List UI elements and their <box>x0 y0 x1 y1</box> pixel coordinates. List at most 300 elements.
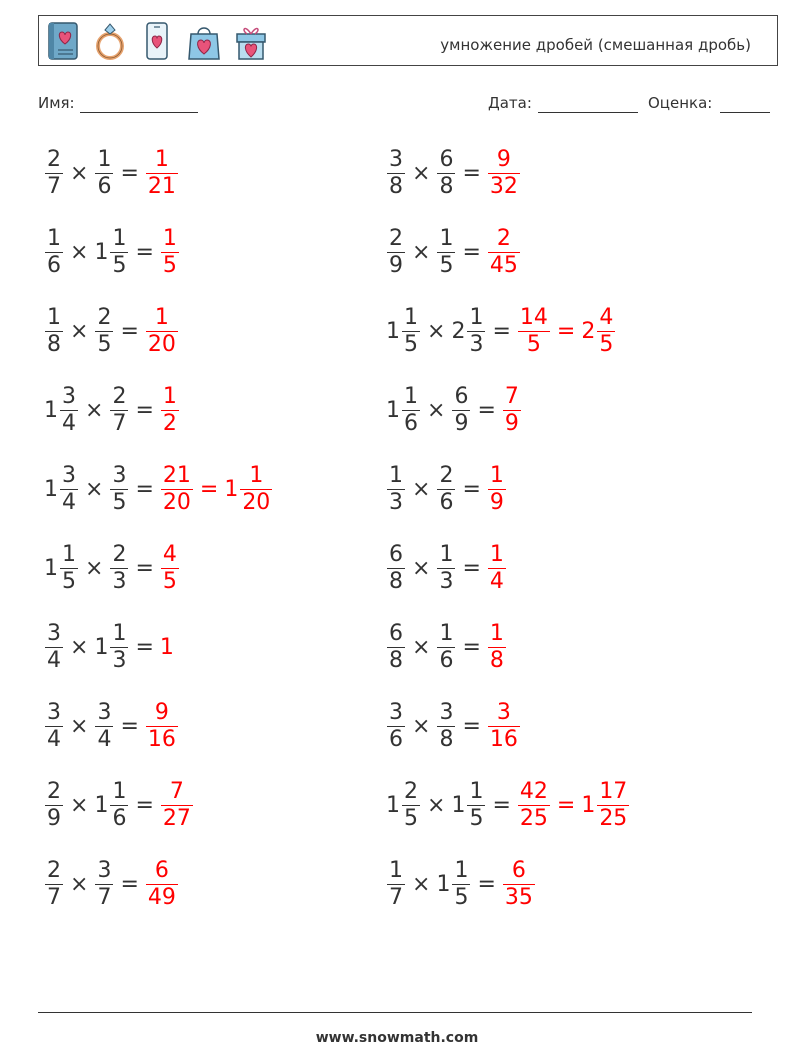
problem-item <box>386 212 521 292</box>
numerator: 1 <box>162 383 177 409</box>
fraction <box>467 305 485 358</box>
multiply-sign: × <box>412 871 431 897</box>
fraction <box>161 384 179 437</box>
multiply-sign: × <box>427 397 446 423</box>
answer-value <box>517 779 551 832</box>
numerator: 2 <box>47 857 61 883</box>
numerator: 14 <box>519 304 548 330</box>
denominator: 8 <box>439 173 454 199</box>
fraction <box>503 384 521 437</box>
first-operand <box>386 305 421 358</box>
numerator: 2 <box>496 225 511 251</box>
denominator: 49 <box>147 884 176 910</box>
grade-label: Оценка: <box>648 94 713 112</box>
answer-value <box>517 305 551 358</box>
denominator: 8 <box>489 647 504 673</box>
answer <box>487 621 507 674</box>
denominator: 6 <box>439 489 454 515</box>
equals-sign: = <box>120 160 139 186</box>
numerator: 2 <box>112 383 127 409</box>
multiply-sign: × <box>85 555 104 581</box>
numerator: 3 <box>62 462 76 488</box>
whole-number: 1 <box>386 318 400 344</box>
whole-number: 1 <box>436 871 451 897</box>
numerator: 2 <box>404 778 418 804</box>
fraction <box>110 226 128 279</box>
denominator: 16 <box>489 726 518 752</box>
answer-value <box>145 700 179 753</box>
denominator: 25 <box>599 805 628 831</box>
first-operand <box>44 700 64 753</box>
first-operand <box>386 384 421 437</box>
whole-number: 1 <box>94 792 109 818</box>
problem-item <box>44 765 194 845</box>
equals-sign: = <box>462 634 481 660</box>
problem-item <box>44 133 179 213</box>
second-operand <box>94 700 114 753</box>
answer-value <box>487 226 521 279</box>
fraction <box>45 779 63 832</box>
problem-item <box>44 212 180 292</box>
equals-sign: = <box>120 871 139 897</box>
denominator: 7 <box>97 884 112 910</box>
denominator: 21 <box>147 173 176 199</box>
denominator: 9 <box>504 410 519 436</box>
denominator: 5 <box>599 331 614 357</box>
numerator: 3 <box>47 620 61 646</box>
denominator: 5 <box>526 331 541 357</box>
problem-item <box>44 370 180 450</box>
numerator: 9 <box>154 699 169 725</box>
fraction <box>467 779 485 832</box>
equals-sign: = <box>462 713 481 739</box>
denominator: 2 <box>162 410 177 436</box>
numerator: 1 <box>489 620 504 646</box>
denominator: 7 <box>389 884 403 910</box>
numerator: 6 <box>454 383 469 409</box>
problem-item <box>44 291 179 371</box>
fraction <box>488 700 520 753</box>
denominator: 32 <box>489 173 518 199</box>
answer <box>145 858 179 911</box>
answer <box>145 147 179 200</box>
first-operand <box>44 305 64 358</box>
whole-number: 1 <box>44 397 58 423</box>
denominator: 8 <box>389 647 403 673</box>
date-field-line[interactable] <box>538 112 638 113</box>
second-operand <box>451 779 486 832</box>
numerator: 4 <box>599 304 614 330</box>
answer-value <box>160 226 180 279</box>
first-operand <box>386 858 406 911</box>
denominator: 8 <box>439 726 454 752</box>
numerator: 1 <box>404 383 418 409</box>
multiply-sign: × <box>70 634 89 660</box>
fraction <box>402 384 420 437</box>
fraction <box>437 147 455 200</box>
equals-sign: = <box>462 239 481 265</box>
equals-sign: = <box>492 318 511 344</box>
numerator: 42 <box>519 778 548 804</box>
first-operand <box>44 226 64 279</box>
denominator: 3 <box>439 568 454 594</box>
answer-value <box>145 305 179 358</box>
answer <box>160 779 194 832</box>
fraction <box>387 463 405 516</box>
denominator: 5 <box>162 252 177 278</box>
numerator: 3 <box>112 462 127 488</box>
answer <box>517 779 630 832</box>
numerator: 9 <box>496 146 511 172</box>
denominator: 3 <box>112 647 127 673</box>
whole-number: 1 <box>451 792 466 818</box>
denominator: 20 <box>162 489 191 515</box>
first-operand <box>44 463 79 516</box>
numerator: 1 <box>249 462 264 488</box>
equals-sign: = <box>135 792 154 818</box>
denominator: 3 <box>469 331 484 357</box>
gift-heart-icon <box>233 20 269 62</box>
answer-value <box>145 858 179 911</box>
fraction <box>146 147 178 200</box>
equals-sign: = <box>462 160 481 186</box>
numerator: 1 <box>439 225 454 251</box>
first-operand <box>44 858 64 911</box>
fraction <box>597 305 615 358</box>
numerator: 3 <box>47 699 61 725</box>
numerator: 6 <box>389 541 403 567</box>
numerator: 1 <box>404 304 418 330</box>
numerator: 6 <box>439 146 454 172</box>
first-operand <box>386 700 406 753</box>
fraction <box>402 305 420 358</box>
denominator: 5 <box>97 331 112 357</box>
fraction <box>110 542 128 595</box>
answer-equals-sign: = <box>556 792 576 818</box>
denominator: 5 <box>162 568 177 594</box>
multiply-sign: × <box>427 318 446 344</box>
denominator: 4 <box>47 647 61 673</box>
footer-divider <box>38 1012 752 1013</box>
answer <box>145 305 179 358</box>
multiply-sign: × <box>412 555 431 581</box>
equals-sign: = <box>477 871 496 897</box>
second-operand <box>436 858 471 911</box>
numerator: 3 <box>389 699 403 725</box>
answer <box>160 542 180 595</box>
answer-value <box>160 635 175 660</box>
multiply-sign: × <box>412 476 431 502</box>
numerator: 2 <box>97 304 112 330</box>
name-field-line[interactable] <box>80 112 198 113</box>
second-operand <box>451 305 486 358</box>
denominator: 5 <box>439 252 454 278</box>
whole-number: 1 <box>386 792 400 818</box>
fraction <box>45 621 63 674</box>
problem-item <box>386 528 507 608</box>
fraction <box>110 779 128 832</box>
fraction <box>387 147 405 200</box>
problem-item <box>386 291 616 371</box>
equals-sign: = <box>120 713 139 739</box>
problem-item <box>386 844 536 924</box>
denominator: 7 <box>47 173 61 199</box>
multiply-sign: × <box>70 239 89 265</box>
numerator: 1 <box>162 225 177 251</box>
whole-number: 1 <box>581 792 596 818</box>
fraction <box>452 384 470 437</box>
denominator: 4 <box>47 726 61 752</box>
denominator: 6 <box>97 173 112 199</box>
numerator: 1 <box>489 541 504 567</box>
answer-equals-sign: = <box>199 476 219 502</box>
equals-sign: = <box>120 318 139 344</box>
second-operand <box>109 463 129 516</box>
numerator: 1 <box>469 778 484 804</box>
whole-number: 1 <box>94 239 109 265</box>
first-operand <box>386 463 406 516</box>
denominator: 5 <box>469 805 484 831</box>
answer-value <box>160 542 180 595</box>
fraction <box>387 700 405 753</box>
fraction <box>488 226 520 279</box>
equals-sign: = <box>135 397 154 423</box>
answer <box>160 226 180 279</box>
answer-equals-sign: = <box>556 318 576 344</box>
header-icons <box>45 20 269 62</box>
fraction <box>95 700 113 753</box>
second-operand <box>94 147 114 200</box>
answer <box>160 635 175 660</box>
fraction <box>488 542 506 595</box>
second-operand <box>94 305 114 358</box>
numerator: 1 <box>97 146 112 172</box>
whole-number: 1 <box>44 476 58 502</box>
problem-item <box>44 449 273 529</box>
denominator: 5 <box>454 884 469 910</box>
denominator: 27 <box>162 805 191 831</box>
fraction <box>95 858 113 911</box>
first-operand <box>44 621 64 674</box>
fraction <box>437 463 455 516</box>
equals-sign: = <box>462 555 481 581</box>
first-operand <box>386 542 406 595</box>
second-operand <box>436 226 456 279</box>
fraction <box>161 779 193 832</box>
fraction <box>45 700 63 753</box>
answer <box>487 226 521 279</box>
answer-value <box>581 305 616 358</box>
multiply-sign: × <box>85 476 104 502</box>
second-operand <box>436 621 456 674</box>
answer-value <box>160 463 194 516</box>
equals-sign: = <box>135 555 154 581</box>
denominator: 3 <box>389 489 403 515</box>
whole-number: 1 <box>386 397 400 423</box>
fraction <box>488 621 506 674</box>
numerator: 2 <box>389 225 403 251</box>
answer-value <box>487 463 507 516</box>
multiply-sign: × <box>412 713 431 739</box>
fraction <box>161 463 193 516</box>
denominator: 6 <box>439 647 454 673</box>
denominator: 35 <box>504 884 533 910</box>
whole-number: 1 <box>94 634 109 660</box>
numerator: 21 <box>162 462 191 488</box>
denominator: 5 <box>404 805 418 831</box>
numerator: 1 <box>389 462 403 488</box>
fraction <box>387 226 405 279</box>
fraction <box>452 858 470 911</box>
denominator: 6 <box>47 252 61 278</box>
first-operand <box>386 147 406 200</box>
worksheet-title: умножение дробей (смешанная дробь) <box>440 36 751 54</box>
multiply-sign: × <box>412 160 431 186</box>
fraction <box>161 226 179 279</box>
second-operand <box>436 700 456 753</box>
fraction <box>437 542 455 595</box>
numerator: 6 <box>511 857 526 883</box>
denominator: 6 <box>404 410 418 436</box>
worksheet-header <box>38 15 778 66</box>
fraction <box>110 463 128 516</box>
numerator: 1 <box>112 225 127 251</box>
first-operand <box>386 621 406 674</box>
whole-number: 1 <box>159 634 174 660</box>
shopping-bag-heart-icon <box>186 20 222 62</box>
fraction <box>95 305 113 358</box>
fraction <box>146 305 178 358</box>
date-label: Дата: <box>488 94 532 112</box>
denominator: 4 <box>62 489 76 515</box>
answer-value <box>581 779 630 832</box>
fraction <box>95 147 113 200</box>
multiply-sign: × <box>70 871 89 897</box>
multiply-sign: × <box>70 318 89 344</box>
numerator: 1 <box>439 620 454 646</box>
multiply-sign: × <box>70 713 89 739</box>
first-operand <box>44 384 79 437</box>
numerator: 3 <box>97 857 112 883</box>
answer <box>487 147 521 200</box>
second-operand <box>436 147 456 200</box>
numerator: 3 <box>97 699 112 725</box>
problem-item <box>44 686 179 766</box>
numerator: 1 <box>154 304 169 330</box>
numerator: 7 <box>169 778 184 804</box>
equals-sign: = <box>135 634 154 660</box>
whole-number: 2 <box>451 318 466 344</box>
multiply-sign: × <box>70 160 89 186</box>
grade-field-line[interactable] <box>720 112 770 113</box>
denominator: 5 <box>112 252 127 278</box>
answer <box>145 700 179 753</box>
numerator: 1 <box>469 304 484 330</box>
numerator: 1 <box>47 225 61 251</box>
first-operand <box>386 779 421 832</box>
denominator: 20 <box>147 331 176 357</box>
numerator: 6 <box>389 620 403 646</box>
denominator: 20 <box>242 489 271 515</box>
denominator: 4 <box>489 568 504 594</box>
problem-item <box>386 370 522 450</box>
denominator: 6 <box>112 805 127 831</box>
numerator: 1 <box>389 857 403 883</box>
answer <box>502 858 536 911</box>
denominator: 25 <box>519 805 548 831</box>
second-operand <box>94 779 129 832</box>
numerator: 1 <box>154 146 169 172</box>
answer <box>517 305 616 358</box>
fraction <box>387 858 405 911</box>
equals-sign: = <box>135 239 154 265</box>
fraction <box>437 621 455 674</box>
numerator: 1 <box>439 541 454 567</box>
numerator: 3 <box>439 699 454 725</box>
equals-sign: = <box>135 476 154 502</box>
fraction <box>240 463 272 516</box>
second-operand <box>94 621 129 674</box>
answer <box>160 463 273 516</box>
answer-value <box>160 779 194 832</box>
fraction <box>488 147 520 200</box>
fraction <box>161 542 179 595</box>
answer <box>487 463 507 516</box>
numerator: 1 <box>112 620 127 646</box>
denominator: 4 <box>97 726 112 752</box>
denominator: 5 <box>404 331 418 357</box>
denominator: 8 <box>389 568 403 594</box>
first-operand <box>386 226 406 279</box>
footer-url: www.snowmath.com <box>315 1030 479 1046</box>
fraction <box>503 858 535 911</box>
answer <box>487 700 521 753</box>
multiply-sign: × <box>70 792 89 818</box>
denominator: 4 <box>62 410 76 436</box>
denominator: 6 <box>389 726 403 752</box>
answer-value <box>487 700 521 753</box>
phone-heart-icon <box>139 20 175 62</box>
denominator: 3 <box>112 568 127 594</box>
denominator: 45 <box>489 252 518 278</box>
answer-value <box>145 147 179 200</box>
fraction <box>402 779 420 832</box>
fraction <box>146 858 178 911</box>
numerator: 3 <box>62 383 76 409</box>
answer <box>502 384 522 437</box>
denominator: 7 <box>112 410 127 436</box>
problem-item <box>44 844 179 924</box>
second-operand <box>451 384 471 437</box>
whole-number: 1 <box>44 555 58 581</box>
numerator: 4 <box>162 541 177 567</box>
numerator: 1 <box>454 857 469 883</box>
answer-value <box>160 384 180 437</box>
fraction <box>60 463 78 516</box>
fraction <box>387 542 405 595</box>
numerator: 1 <box>62 541 76 567</box>
answer <box>487 542 507 595</box>
fraction <box>597 779 629 832</box>
denominator: 5 <box>62 568 76 594</box>
equals-sign: = <box>477 397 496 423</box>
first-operand <box>44 147 64 200</box>
denominator: 7 <box>47 884 61 910</box>
numerator: 2 <box>47 778 61 804</box>
fraction <box>387 621 405 674</box>
fraction <box>437 226 455 279</box>
denominator: 8 <box>47 331 61 357</box>
